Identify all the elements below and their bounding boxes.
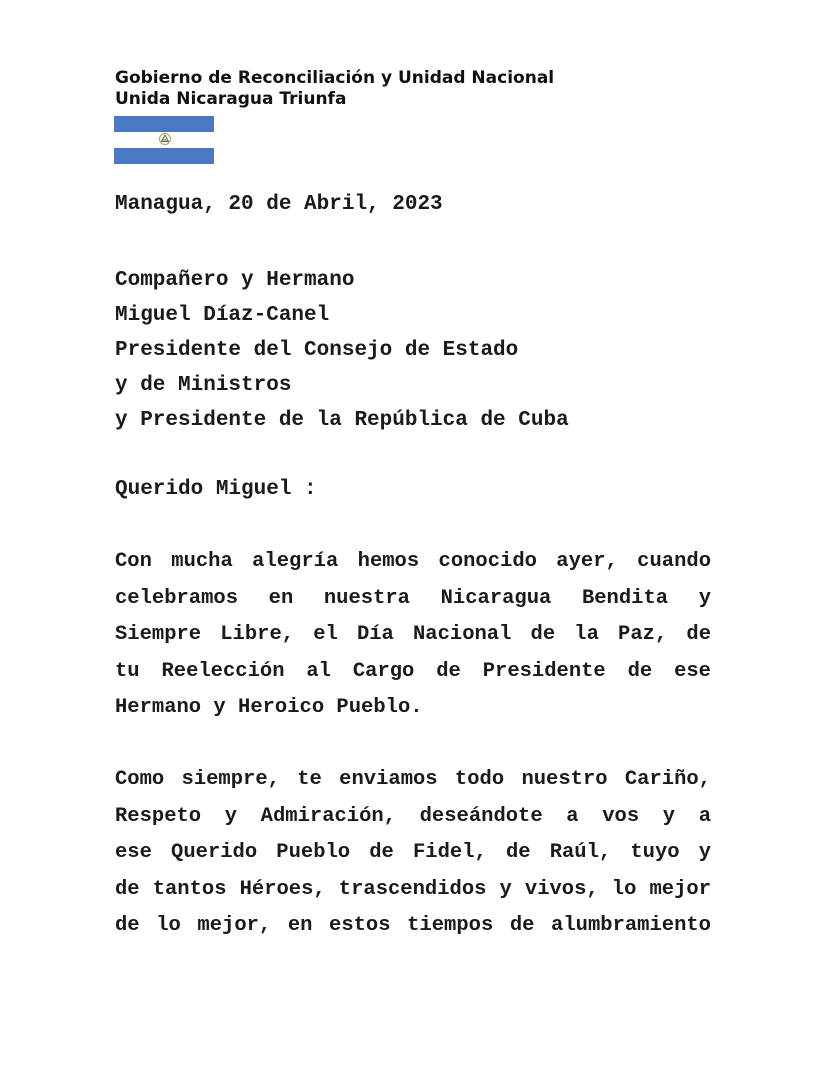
flag-emblem-icon <box>158 132 172 146</box>
recipient-line: y Presidente de la República de Cuba <box>115 409 569 432</box>
letter-date: Managua, 20 de Abril, 2023 <box>115 193 443 216</box>
flag-stripe-bottom <box>114 148 214 164</box>
letterhead-slogan: Unida Nicaragua Triunfa <box>115 89 347 109</box>
paragraph-line: de lo mejor, en estos tiempos de alumbramiento <box>115 914 711 937</box>
paragraph-line: tu Reelección al Cargo de Presidente de ese <box>115 659 711 683</box>
recipient-line: Compañero y Hermano <box>115 269 355 292</box>
salutation: Querido Miguel : <box>115 478 317 501</box>
paragraph-line: ese Querido Pueblo de Fidel, de Raúl, tuyo y <box>115 841 711 864</box>
recipient-block <box>115 263 569 438</box>
paragraph-line: celebramos en nuestra Nicaragua Bendita y <box>115 586 711 610</box>
recipient-line: y de Ministros <box>115 374 292 397</box>
nicaragua-flag-icon <box>114 116 214 164</box>
paragraph-2 <box>115 762 711 945</box>
paragraph-line: Respeto y Admiración, deseándote a vos y a <box>115 804 711 828</box>
letterhead-government: Gobierno de Reconciliación y Unidad Nacional <box>115 68 555 88</box>
paragraph-line: Hermano y Heroico Pueblo. <box>115 696 423 719</box>
paragraph-1 <box>115 544 711 727</box>
recipient-line: Miguel Díaz-Canel <box>115 304 330 327</box>
paragraph-line: Siempre Libre, el Día Nacional de la Paz, de <box>115 623 711 646</box>
recipient-line: Presidente del Consejo de Estado <box>115 339 519 362</box>
paragraph-line: de tantos Héroes, trascendidos y vivos, lo mejor <box>115 877 711 901</box>
paragraph-line: Con mucha alegría hemos conocido ayer, cuando <box>115 550 711 573</box>
paragraph-line: Como siempre, te enviamos todo nuestro Cariño, <box>115 768 711 791</box>
flag-stripe-top <box>114 116 214 132</box>
letterhead <box>115 68 554 110</box>
